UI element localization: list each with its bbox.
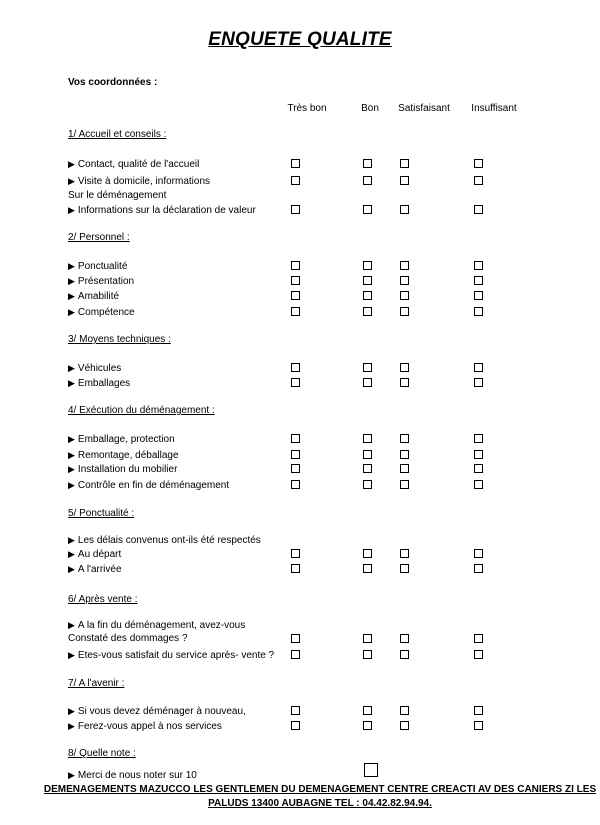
checkbox-bon[interactable] <box>363 480 372 489</box>
question-label <box>68 463 177 476</box>
question-label <box>68 433 175 446</box>
question-label <box>68 534 261 547</box>
checkbox-bon[interactable] <box>363 549 372 558</box>
bullet-arrow-icon: ▶ <box>68 464 75 474</box>
checkbox-bon[interactable] <box>363 378 372 387</box>
checkbox-tres-bon[interactable] <box>291 176 300 185</box>
question-label <box>68 204 256 217</box>
checkbox-bon[interactable] <box>363 291 372 300</box>
checkbox-insuffisant[interactable] <box>474 176 483 185</box>
checkbox-insuffisant[interactable] <box>474 434 483 443</box>
section-title: 5/ Ponctualité : <box>68 508 135 519</box>
checkbox-insuffisant[interactable] <box>474 464 483 473</box>
checkbox-insuffisant[interactable] <box>474 205 483 214</box>
section-title: 4/ Exécution du déménagement : <box>68 405 215 416</box>
checkbox-satisfaisant[interactable] <box>400 549 409 558</box>
question-text: Visite à domicile, informations <box>77 176 211 187</box>
checkbox-tres-bon[interactable] <box>291 159 300 168</box>
checkbox-insuffisant[interactable] <box>474 564 483 573</box>
checkbox-insuffisant[interactable] <box>474 291 483 300</box>
bullet-arrow-icon: ▶ <box>68 176 75 186</box>
question-text: Installation du mobilier <box>77 464 178 475</box>
question-label <box>68 563 122 576</box>
question-label <box>68 260 127 273</box>
checkbox-bon[interactable] <box>363 276 372 285</box>
checkbox-insuffisant[interactable] <box>474 276 483 285</box>
checkbox-tres-bon[interactable] <box>291 363 300 372</box>
bullet-arrow-icon: ▶ <box>68 721 75 731</box>
question-label <box>68 377 130 390</box>
checkbox-tres-bon[interactable] <box>291 480 300 489</box>
checkbox-insuffisant[interactable] <box>474 363 483 372</box>
question-label <box>68 306 135 319</box>
checkbox-bon[interactable] <box>363 261 372 270</box>
checkbox-insuffisant[interactable] <box>474 159 483 168</box>
checkbox-satisfaisant[interactable] <box>400 363 409 372</box>
checkbox-insuffisant[interactable] <box>474 378 483 387</box>
question-label <box>68 449 179 462</box>
checkbox-tres-bon[interactable] <box>291 307 300 316</box>
checkbox-insuffisant[interactable] <box>474 549 483 558</box>
checkbox-bon[interactable] <box>363 634 372 643</box>
checkbox-satisfaisant[interactable] <box>400 480 409 489</box>
question-text: Remontage, déballage <box>77 450 179 461</box>
question-label <box>68 633 188 645</box>
column-header-bon: Bon <box>361 103 379 114</box>
question-text: Constaté des dommages ? <box>68 633 188 644</box>
checkbox-insuffisant[interactable] <box>474 634 483 643</box>
question-text: Contrôle en fin de déménagement <box>77 480 230 491</box>
checkbox-satisfaisant[interactable] <box>400 564 409 573</box>
bullet-arrow-icon: ▶ <box>68 706 75 716</box>
question-label <box>68 158 199 171</box>
section-title: 1/ Accueil et conseils : <box>68 129 167 140</box>
question-text: Merci de nous noter sur 10 <box>77 770 197 781</box>
coordonnees-label: Vos coordonnées : <box>68 77 158 88</box>
question-text: Informations sur la déclaration de valeur <box>77 205 256 216</box>
checkbox-bon[interactable] <box>363 434 372 443</box>
checkbox-bon[interactable] <box>363 363 372 372</box>
section-title: 6/ Après vente : <box>68 594 138 605</box>
question-text: A l'arrivée <box>77 564 122 575</box>
checkbox-tres-bon[interactable] <box>291 205 300 214</box>
checkbox-tres-bon[interactable] <box>291 634 300 643</box>
question-label <box>68 362 121 375</box>
question-label <box>68 190 166 202</box>
checkbox-tres-bon[interactable] <box>291 721 300 730</box>
question-text: Ferez-vous appel à nos services <box>77 721 222 732</box>
question-text: Si vous devez déménager à nouveau, <box>77 706 246 717</box>
checkbox-insuffisant[interactable] <box>474 650 483 659</box>
checkbox-tres-bon[interactable] <box>291 261 300 270</box>
question-label <box>68 290 119 303</box>
checkbox-tres-bon[interactable] <box>291 450 300 459</box>
question-text: Ponctualité <box>77 261 128 272</box>
checkbox-insuffisant[interactable] <box>474 706 483 715</box>
checkbox-satisfaisant[interactable] <box>400 307 409 316</box>
question-text: A la fin du déménagement, avez-vous <box>77 620 246 631</box>
question-text: Les délais convenus ont-ils été respectés <box>77 535 261 546</box>
checkbox-tres-bon[interactable] <box>291 706 300 715</box>
bullet-arrow-icon: ▶ <box>68 650 75 660</box>
bullet-arrow-icon: ▶ <box>68 205 75 215</box>
note-input-box[interactable] <box>364 763 378 777</box>
checkbox-insuffisant[interactable] <box>474 450 483 459</box>
checkbox-satisfaisant[interactable] <box>400 291 409 300</box>
question-label <box>68 275 134 288</box>
bullet-arrow-icon: ▶ <box>68 450 75 460</box>
checkbox-bon[interactable] <box>363 650 372 659</box>
checkbox-insuffisant[interactable] <box>474 307 483 316</box>
column-header-insuffisant: Insuffisant <box>471 103 517 114</box>
checkbox-tres-bon[interactable] <box>291 564 300 573</box>
section-title: 2/ Personnel : <box>68 232 130 243</box>
checkbox-bon[interactable] <box>363 307 372 316</box>
question-label <box>68 705 246 718</box>
column-header-tres-bon: Très bon <box>287 103 327 114</box>
checkbox-bon[interactable] <box>363 205 372 214</box>
bullet-arrow-icon: ▶ <box>68 770 75 780</box>
checkbox-tres-bon[interactable] <box>291 378 300 387</box>
checkbox-satisfaisant[interactable] <box>400 276 409 285</box>
checkbox-tres-bon[interactable] <box>291 434 300 443</box>
checkbox-satisfaisant[interactable] <box>400 634 409 643</box>
checkbox-bon[interactable] <box>363 464 372 473</box>
checkbox-satisfaisant[interactable] <box>400 176 409 185</box>
company-footer: DEMENAGEMENTS MAZUCCO LES GENTLEMEN DU DEMENAGEMENT CENTRE CREACTI AV DES CANIERS ZI LES PALUDS 13400 AUBAGNE TEL : 04.42.82.94.94. <box>43 784 597 809</box>
bullet-arrow-icon: ▶ <box>68 378 75 388</box>
bullet-arrow-icon: ▶ <box>68 480 75 490</box>
section-title: 3/ Moyens techniques : <box>68 334 171 345</box>
question-text: Sur le déménagement <box>68 190 167 201</box>
checkbox-tres-bon[interactable] <box>291 549 300 558</box>
checkbox-satisfaisant[interactable] <box>400 159 409 168</box>
question-label <box>68 175 210 188</box>
checkbox-satisfaisant[interactable] <box>400 261 409 270</box>
checkbox-satisfaisant[interactable] <box>400 434 409 443</box>
checkbox-bon[interactable] <box>363 450 372 459</box>
checkbox-satisfaisant[interactable] <box>400 650 409 659</box>
question-label <box>68 769 197 782</box>
bullet-arrow-icon: ▶ <box>68 434 75 444</box>
question-text: Présentation <box>77 276 135 287</box>
checkbox-satisfaisant[interactable] <box>400 464 409 473</box>
question-text: Emballage, protection <box>77 434 175 445</box>
question-label <box>68 619 245 632</box>
bullet-arrow-icon: ▶ <box>68 549 75 559</box>
checkbox-insuffisant[interactable] <box>474 721 483 730</box>
question-text: Compétence <box>77 307 135 318</box>
bullet-arrow-icon: ▶ <box>68 261 75 271</box>
checkbox-tres-bon[interactable] <box>291 276 300 285</box>
question-label <box>68 479 229 492</box>
checkbox-bon[interactable] <box>363 176 372 185</box>
question-text: Emballages <box>77 378 131 389</box>
bullet-arrow-icon: ▶ <box>68 564 75 574</box>
checkbox-satisfaisant[interactable] <box>400 378 409 387</box>
bullet-arrow-icon: ▶ <box>68 291 75 301</box>
checkbox-tres-bon[interactable] <box>291 464 300 473</box>
checkbox-insuffisant[interactable] <box>474 261 483 270</box>
section-title: 7/ A l'avenir : <box>68 678 125 689</box>
question-text: Etes-vous satisfait du service après- vente ? <box>77 650 275 661</box>
checkbox-satisfaisant[interactable] <box>400 205 409 214</box>
checkbox-satisfaisant[interactable] <box>400 721 409 730</box>
bullet-arrow-icon: ▶ <box>68 620 75 630</box>
question-text: Contact, qualité de l'accueil <box>77 159 200 170</box>
checkbox-bon[interactable] <box>363 706 372 715</box>
page-title: ENQUETE QUALITE <box>208 29 392 50</box>
question-text: Véhicules <box>77 363 122 374</box>
checkbox-satisfaisant[interactable] <box>400 450 409 459</box>
bullet-arrow-icon: ▶ <box>68 159 75 169</box>
bullet-arrow-icon: ▶ <box>68 307 75 317</box>
bullet-arrow-icon: ▶ <box>68 276 75 286</box>
question-label <box>68 548 121 561</box>
section-title: 8/ Quelle note : <box>68 748 136 759</box>
question-text: Au départ <box>77 549 122 560</box>
checkbox-satisfaisant[interactable] <box>400 706 409 715</box>
checkbox-bon[interactable] <box>363 721 372 730</box>
checkbox-insuffisant[interactable] <box>474 480 483 489</box>
question-label <box>68 649 274 662</box>
checkbox-bon[interactable] <box>363 159 372 168</box>
checkbox-tres-bon[interactable] <box>291 291 300 300</box>
bullet-arrow-icon: ▶ <box>68 535 75 545</box>
bullet-arrow-icon: ▶ <box>68 363 75 373</box>
checkbox-bon[interactable] <box>363 564 372 573</box>
question-label <box>68 720 222 733</box>
column-header-satisfaisant: Satisfaisant <box>398 103 450 114</box>
question-text: Amabilité <box>77 291 120 302</box>
checkbox-tres-bon[interactable] <box>291 650 300 659</box>
